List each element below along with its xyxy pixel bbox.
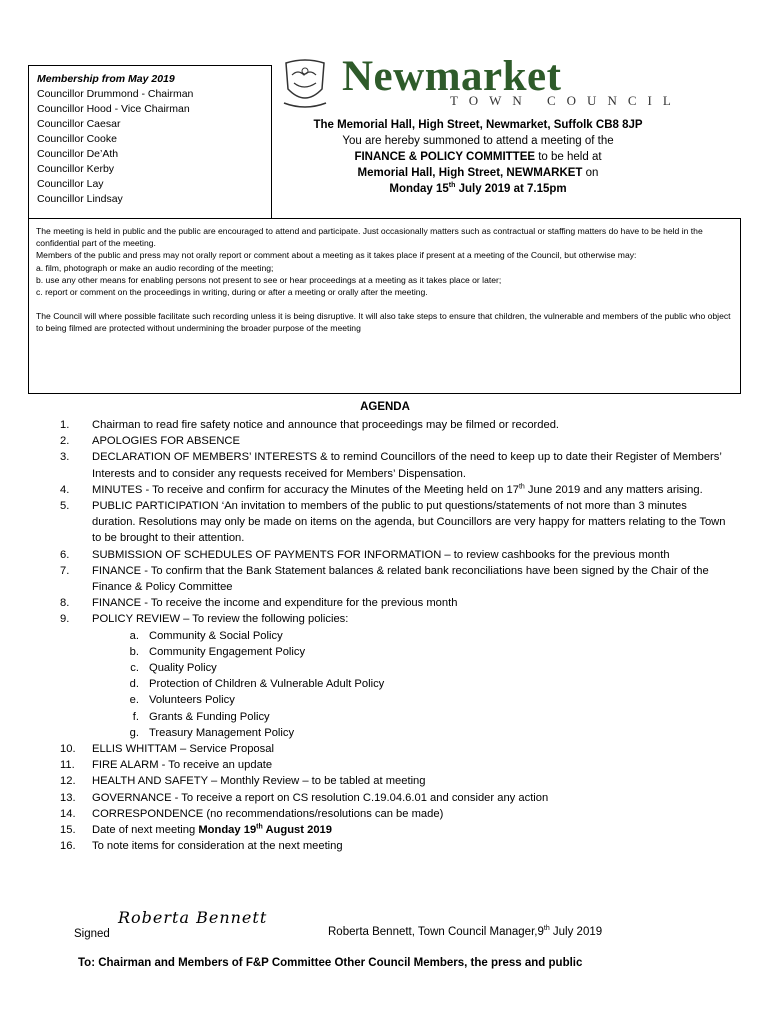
agenda-item [60, 433, 730, 449]
agenda-item [60, 773, 730, 789]
agenda-item-text: POLICY REVIEW – To review the following policies: [92, 613, 349, 626]
agenda-item [60, 757, 730, 773]
agenda-item-text: SUBMISSION OF SCHEDULES OF PAYMENTS FOR INFORMATION – to review cashbooks for the previous month [92, 548, 670, 561]
policy-item [60, 692, 730, 708]
policy-letter: g. [129, 726, 139, 739]
agenda-item-number: 16. [60, 840, 76, 853]
agenda-item [60, 547, 730, 563]
agenda-item [60, 563, 730, 595]
agenda-item [60, 790, 730, 806]
agenda-item [60, 806, 730, 822]
venue-name: Memorial Hall, High Street, NEWMARKET [357, 167, 583, 179]
agenda-item-number: 8. [60, 597, 70, 610]
council-crest-icon [280, 55, 330, 111]
agenda-item-text: FINANCE - To receive the income and expenditure for the previous month [92, 597, 458, 610]
signed-label: Signed [74, 928, 110, 940]
agenda-item-text: CORRESPONDENCE (no recommendations/resolutions can be made) [92, 807, 444, 820]
agenda-item [60, 449, 730, 481]
member-name: Councillor Lay [37, 178, 104, 190]
signature-block [74, 908, 674, 948]
policy-name: Community Engagement Policy [149, 645, 306, 658]
agenda-item-text: MINUTES - To receive and confirm for accuracy the Minutes of the Meeting held on 17th June 2019 and any matters arising. [92, 483, 703, 496]
notice-list-item: a. film, photograph or make an audio recording of the meeting; [36, 262, 274, 273]
agenda-item [60, 741, 730, 757]
agenda-item-number: 2. [60, 435, 70, 448]
policy-item [60, 676, 730, 692]
agenda-item-number: 3. [60, 451, 70, 464]
notice-paragraph: The meeting is held in public and the public are encouraged to attend and participate. Just occasionally matters such as contractual or staffing matters do have to be held in the confidential part of the meeting. [36, 226, 703, 249]
agenda-item-text: PUBLIC PARTICIPATION ‘An invitation to members of the public to put questions/statements of not more than 3 minutes duration. Resolutions may only be made on items on the agenda, but Councillors are very happy for matters relating to the Town to be brought to their attention. [92, 500, 726, 545]
member-name: Councillor Lindsay [37, 193, 123, 205]
agenda-item [60, 611, 730, 627]
policy-letter: e. [129, 694, 139, 707]
agenda-item-number: 9. [60, 613, 70, 626]
membership-title: Membership from May 2019 [37, 73, 175, 85]
date-post: July 2019 at 7.15pm [455, 183, 567, 195]
policy-item [60, 660, 730, 676]
venue-suffix: on [582, 167, 599, 179]
next-meeting-date: Monday 19th August 2019 [198, 823, 332, 837]
policy-letter: b. [129, 645, 139, 658]
agenda-title: AGENDA [360, 401, 410, 413]
membership-list [37, 87, 263, 207]
member-name: Councillor Cooke [37, 133, 117, 145]
notice-paragraph: The Council will where possible facilitate such recording unless it is being disruptive. It will also take steps to ensure that children, the vulnerable and members of the public who object to being filmed are protected without undermining the broader purpose of the meeting [36, 311, 731, 334]
agenda-item [60, 482, 730, 498]
policy-name: Protection of Children & Vulnerable Adult Policy [149, 678, 385, 691]
agenda-item-number: 5. [60, 500, 70, 513]
handwritten-signature: Roberta Bennett [118, 908, 268, 927]
agenda-item-number: 12. [60, 775, 76, 788]
policy-item [60, 725, 730, 741]
agenda-item-text: GOVERNANCE - To receive a report on CS resolution C.19.04.6.01 and consider any action [92, 791, 549, 804]
policy-name: Community & Social Policy [149, 629, 283, 642]
membership-box [28, 65, 272, 218]
policy-letter: c. [130, 662, 139, 675]
meeting-address: The Memorial Hall, High Street, Newmarket, Suffolk CB8 8JP [313, 119, 643, 131]
notice-list-item: c. report or comment on the proceedings in writing, during or after a meeting or orally after the meeting. [36, 287, 428, 298]
agenda-item-number: 4. [60, 483, 70, 496]
member-name: Councillor Kerby [37, 163, 115, 175]
public-notice-box [28, 218, 741, 394]
policy-name: Volunteers Policy [149, 694, 235, 707]
committee-suffix: to be held at [535, 151, 602, 163]
policy-name: Grants & Funding Policy [149, 710, 270, 723]
meeting-committee-line [282, 149, 674, 165]
notice-paragraph: Members of the public and press may not orally report or comment about a meeting as it takes place if present at a meeting of the Council, but otherwise may: [36, 250, 637, 261]
agenda-item-text: FINANCE - To confirm that the Bank Statement balances & related bank reconciliations have been signed by the Chair of the Finance & Policy Committee [92, 564, 709, 594]
policy-name: Quality Policy [149, 662, 217, 675]
agenda-item [60, 822, 730, 838]
committee-name: FINANCE & POLICY COMMITTEE [354, 151, 536, 163]
council-logo [280, 55, 690, 117]
meeting-details [282, 117, 674, 197]
agenda-item-number: 14. [60, 807, 76, 820]
logo-wordmark: Newmarket [342, 53, 562, 100]
agenda-item [60, 595, 730, 611]
distribution-footer: To: Chairman and Members of F&P Committee Other Council Members, the press and public [78, 957, 583, 969]
agenda-item-text: FIRE ALARM - To receive an update [92, 759, 273, 772]
agenda-item-number: 11. [60, 759, 75, 772]
meeting-date [282, 181, 674, 197]
member-name: Councillor Drummond - Chairman [37, 88, 194, 100]
notice-list-item: b. use any other means for enabling persons not present to see or hear proceedings at a meeting as it takes place or later; [36, 274, 502, 285]
agenda-item [60, 498, 730, 547]
agenda-list [60, 417, 730, 854]
member-name: Councillor Hood - Vice Chairman [37, 103, 190, 115]
policy-letter: a. [129, 629, 139, 642]
date-pre: Monday 15 [389, 183, 449, 195]
agenda-item-number: 10. [60, 743, 76, 756]
meeting-venue-line [282, 165, 674, 181]
agenda-item-text: ELLIS WHITTAM – Service Proposal [92, 743, 274, 756]
agenda-item-text: HEALTH AND SAFETY – Monthly Review – to be tabled at meeting [92, 775, 426, 788]
member-name: Councillor De’Ath [37, 148, 119, 160]
member-name: Councillor Caesar [37, 118, 121, 130]
agenda-item-number: 7. [60, 564, 70, 577]
agenda-item [60, 838, 730, 854]
date-sup: th [448, 182, 456, 190]
policy-item [60, 628, 730, 644]
agenda-item-text: Chairman to read fire safety notice and announce that proceedings may be filmed or recorded. [92, 419, 560, 431]
policy-item [60, 644, 730, 660]
policy-item [60, 709, 730, 725]
agenda-item-text: APOLOGIES FOR ABSENCE [92, 435, 240, 448]
agenda-item [60, 417, 730, 433]
meeting-summons: You are hereby summoned to attend a meeting of the [342, 135, 614, 147]
policy-letter: d. [129, 678, 139, 691]
agenda-item-number: 15. [60, 824, 76, 837]
agenda-item-number: 1. [60, 419, 70, 431]
policy-letter: f. [132, 710, 139, 723]
policy-name: Treasury Management Policy [149, 726, 295, 739]
agenda-item-text: Date of next meeting Monday 19th August 2019 [92, 823, 332, 837]
agenda-item-text: To note items for consideration at the next meeting [92, 840, 343, 853]
signatory-details: Roberta Bennett, Town Council Manager,9th July 2019 [328, 925, 603, 938]
agenda-item-text: DECLARATION OF MEMBERS’ INTERESTS & to remind Councillors of the need to keep up to date their Register of Members’ Interests and to consider any requests received for Members’ Dispensation. [92, 451, 722, 480]
agenda-item-number: 6. [60, 548, 70, 561]
logo-subtitle: TOWN COUNCIL [450, 93, 682, 108]
agenda-item-number: 13. [60, 791, 76, 804]
